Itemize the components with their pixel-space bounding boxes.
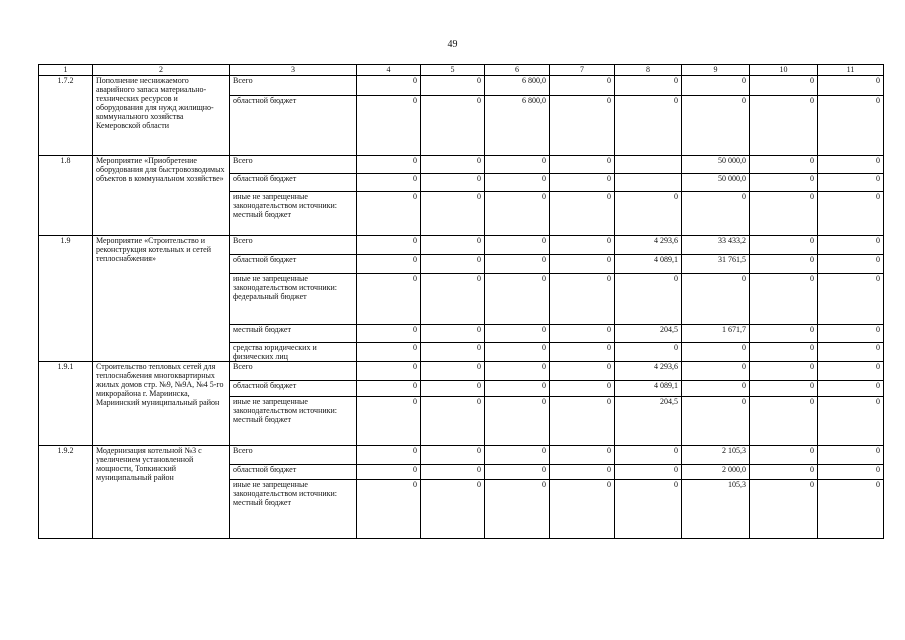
funding-source: иные не запрещенные законодательством источники: местный бюджет	[230, 192, 357, 236]
value-cell: 0	[550, 465, 615, 480]
value-cell: 0	[421, 274, 485, 325]
table-row	[39, 362, 884, 381]
funding-source: средства юридических и физических лиц	[230, 343, 357, 362]
value-cell: 0	[750, 96, 818, 156]
funding-source: областной бюджет	[230, 465, 357, 480]
value-cell: 0	[750, 397, 818, 446]
value-cell: 0	[485, 381, 550, 397]
value-cell: 0	[818, 76, 884, 96]
value-cell: 0	[421, 174, 485, 192]
value-cell: 0	[357, 174, 421, 192]
column-header: 10	[750, 65, 818, 76]
funding-source: местный бюджет	[230, 325, 357, 343]
value-cell: 0	[818, 343, 884, 362]
value-cell: 0	[750, 274, 818, 325]
value-cell: 0	[421, 480, 485, 539]
value-cell: 0	[421, 192, 485, 236]
budget-table	[38, 64, 884, 539]
value-cell: 0	[818, 156, 884, 174]
value-cell: 0	[750, 325, 818, 343]
value-cell: 0	[485, 156, 550, 174]
value-cell: 0	[421, 446, 485, 465]
value-cell: 0	[615, 465, 682, 480]
table-row	[39, 76, 884, 96]
value-cell: 0	[550, 381, 615, 397]
value-cell: 0	[750, 343, 818, 362]
funding-source: областной бюджет	[230, 255, 357, 274]
value-cell: 0	[357, 343, 421, 362]
row-name: Пополнение неснижаемого аварийного запаса материально-технических ресурсов и оборудования для нужд жилищно-коммунального хозяйства Кемеровской области	[93, 76, 230, 156]
funding-source: Всего	[230, 156, 357, 174]
row-code: 1.7.2	[39, 76, 93, 156]
value-cell: 0	[421, 96, 485, 156]
row-code: 1.9.1	[39, 362, 93, 446]
value-cell: 0	[818, 446, 884, 465]
funding-source: иные не запрещенные законодательством источники: местный бюджет	[230, 480, 357, 539]
row-code: 1.9.2	[39, 446, 93, 539]
value-cell	[615, 156, 682, 174]
value-cell: 0	[615, 76, 682, 96]
column-header: 3	[230, 65, 357, 76]
value-cell: 6 800,0	[485, 96, 550, 156]
value-cell: 0	[750, 362, 818, 381]
value-cell: 0	[421, 156, 485, 174]
value-cell: 0	[421, 255, 485, 274]
row-name: Строительство тепловых сетей для теплоснабжения многоквартирных жилых домов стр. №9, №9А, №4 5-го микрорайона г. Мариинска, Мариинский муниципальный район	[93, 362, 230, 446]
value-cell: 0	[485, 174, 550, 192]
value-cell: 0	[750, 480, 818, 539]
value-cell: 0	[357, 381, 421, 397]
funding-source: иные не запрещенные законодательством источники: федеральный бюджет	[230, 274, 357, 325]
column-header: 9	[682, 65, 750, 76]
value-cell: 0	[818, 362, 884, 381]
value-cell: 0	[485, 480, 550, 539]
value-cell: 0	[485, 255, 550, 274]
value-cell: 31 761,5	[682, 255, 750, 274]
value-cell: 50 000,0	[682, 174, 750, 192]
value-cell: 0	[750, 381, 818, 397]
value-cell: 0	[682, 362, 750, 381]
value-cell: 0	[615, 343, 682, 362]
value-cell: 0	[550, 192, 615, 236]
value-cell: 0	[682, 192, 750, 236]
value-cell: 0	[750, 255, 818, 274]
value-cell: 0	[550, 446, 615, 465]
value-cell: 50 000,0	[682, 156, 750, 174]
table-body	[39, 76, 884, 539]
value-cell: 0	[357, 96, 421, 156]
value-cell: 0	[485, 343, 550, 362]
value-cell: 0	[750, 236, 818, 255]
column-header: 6	[485, 65, 550, 76]
value-cell: 0	[357, 325, 421, 343]
value-cell: 0	[550, 480, 615, 539]
value-cell: 0	[682, 381, 750, 397]
value-cell: 0	[421, 362, 485, 381]
value-cell: 0	[750, 174, 818, 192]
value-cell: 0	[550, 362, 615, 381]
value-cell: 33 433,2	[682, 236, 750, 255]
row-code: 1.9	[39, 236, 93, 362]
value-cell: 0	[550, 96, 615, 156]
value-cell: 0	[682, 397, 750, 446]
value-cell: 0	[550, 156, 615, 174]
funding-source: областной бюджет	[230, 96, 357, 156]
value-cell: 0	[550, 255, 615, 274]
value-cell: 0	[750, 465, 818, 480]
value-cell: 0	[485, 446, 550, 465]
value-cell: 0	[550, 174, 615, 192]
value-cell: 0	[357, 446, 421, 465]
value-cell: 0	[485, 362, 550, 381]
value-cell: 0	[750, 76, 818, 96]
funding-source: Всего	[230, 446, 357, 465]
value-cell: 0	[750, 446, 818, 465]
value-cell: 0	[682, 343, 750, 362]
value-cell: 0	[750, 192, 818, 236]
value-cell: 0	[357, 236, 421, 255]
value-cell: 0	[421, 325, 485, 343]
column-header: 8	[615, 65, 682, 76]
value-cell: 0	[421, 381, 485, 397]
table-row	[39, 236, 884, 255]
value-cell: 4 089,1	[615, 381, 682, 397]
value-cell: 4 089,1	[615, 255, 682, 274]
funding-source: Всего	[230, 362, 357, 381]
value-cell: 0	[682, 96, 750, 156]
value-cell: 0	[550, 274, 615, 325]
value-cell: 0	[357, 76, 421, 96]
column-header: 7	[550, 65, 615, 76]
value-cell: 0	[818, 397, 884, 446]
value-cell: 204,5	[615, 325, 682, 343]
header-row	[39, 65, 884, 76]
value-cell: 0	[421, 76, 485, 96]
value-cell: 2 105,3	[682, 446, 750, 465]
value-cell: 0	[682, 274, 750, 325]
funding-source: Всего	[230, 236, 357, 255]
value-cell: 1 671,7	[682, 325, 750, 343]
value-cell: 0	[818, 236, 884, 255]
value-cell: 0	[750, 156, 818, 174]
value-cell: 0	[357, 465, 421, 480]
value-cell: 0	[485, 325, 550, 343]
table-row	[39, 446, 884, 465]
value-cell: 0	[818, 381, 884, 397]
funding-source: иные не запрещенные законодательством источники: местный бюджет	[230, 397, 357, 446]
funding-source: областной бюджет	[230, 174, 357, 192]
value-cell: 0	[421, 236, 485, 255]
value-cell: 0	[818, 255, 884, 274]
value-cell: 0	[615, 192, 682, 236]
value-cell: 0	[818, 174, 884, 192]
column-header: 1	[39, 65, 93, 76]
row-name: Мероприятие «Строительство и реконструкция котельных и сетей теплоснабжения»	[93, 236, 230, 362]
value-cell: 105,3	[682, 480, 750, 539]
table-row	[39, 156, 884, 174]
value-cell: 0	[550, 325, 615, 343]
column-header: 2	[93, 65, 230, 76]
column-header: 4	[357, 65, 421, 76]
row-code: 1.8	[39, 156, 93, 236]
value-cell: 0	[421, 465, 485, 480]
value-cell: 0	[357, 156, 421, 174]
value-cell: 0	[550, 343, 615, 362]
column-header: 5	[421, 65, 485, 76]
column-header: 11	[818, 65, 884, 76]
row-name: Мероприятие «Приобретение оборудования для быстровозводимых объектов в коммунальном хозяйстве»	[93, 156, 230, 236]
value-cell: 4 293,6	[615, 236, 682, 255]
value-cell: 204,5	[615, 397, 682, 446]
value-cell: 0	[357, 192, 421, 236]
value-cell: 0	[485, 274, 550, 325]
value-cell: 0	[485, 236, 550, 255]
value-cell: 0	[485, 397, 550, 446]
value-cell: 0	[818, 192, 884, 236]
value-cell: 0	[357, 362, 421, 381]
value-cell: 6 800,0	[485, 76, 550, 96]
value-cell: 0	[818, 465, 884, 480]
value-cell	[615, 174, 682, 192]
value-cell: 0	[615, 446, 682, 465]
value-cell: 0	[550, 397, 615, 446]
funding-source: Всего	[230, 76, 357, 96]
value-cell: 0	[818, 96, 884, 156]
value-cell: 0	[357, 274, 421, 325]
value-cell: 0	[818, 274, 884, 325]
row-name: Модернизация котельной №3 с увеличением установленной мощности, Топкинский муниципальный район	[93, 446, 230, 539]
value-cell: 0	[421, 397, 485, 446]
value-cell: 0	[421, 343, 485, 362]
value-cell: 0	[357, 255, 421, 274]
page-number: 49	[447, 39, 458, 50]
value-cell: 0	[818, 480, 884, 539]
value-cell: 0	[485, 465, 550, 480]
value-cell: 0	[615, 480, 682, 539]
value-cell: 0	[550, 76, 615, 96]
value-cell: 0	[682, 76, 750, 96]
value-cell: 2 000,0	[682, 465, 750, 480]
value-cell: 0	[485, 192, 550, 236]
value-cell: 4 293,6	[615, 362, 682, 381]
funding-source: областной бюджет	[230, 381, 357, 397]
value-cell: 0	[357, 480, 421, 539]
value-cell: 0	[615, 96, 682, 156]
value-cell: 0	[357, 397, 421, 446]
value-cell: 0	[550, 236, 615, 255]
value-cell: 0	[818, 325, 884, 343]
value-cell: 0	[615, 274, 682, 325]
